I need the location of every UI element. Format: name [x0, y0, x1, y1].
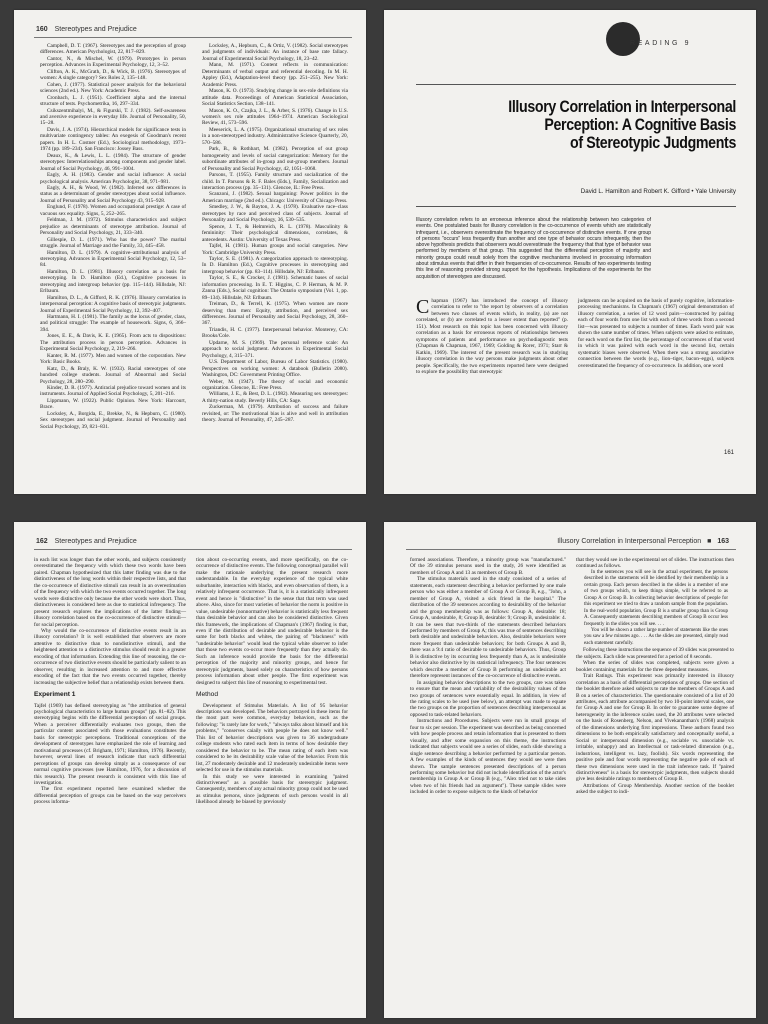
reference-entry: Hamilton, D. L. (1981). Illusory correlation as a basis for stereotyping. In D. Hamilton (Ed.), Cognitive processes in stereotyping and intergroup behavior (pp. 115–144). Hillsdale, NJ: Erlbaum. [40, 268, 186, 295]
reference-entry: Updarne, M. S. (1969). The personal reference scale: An approach to social judgment. Advances in Experimental Social Psychology, 4, 315–371. [202, 339, 348, 359]
reference-entry: Park, B., & Rothbart, M. (1982). Perception of out group homogeneity and levels of social categorization: Memory for the subordinate attributes of in-group and out-group members. Journal of Personality and Social Psychology, 42, 1051–1068. [202, 146, 348, 172]
reference-entry: Hartmann, H. I. (1981). The family as the locus of gender, class, and political struggle: The example of housework. Signs, 6, 366–394. [40, 314, 186, 333]
reference-entry: Triandis, H. C. (1977). Interpersonal behavior. Monterey, CA: Brooks/Cole. [202, 326, 348, 340]
body-paragraph: in each list was longer than the other words, and subjects consistently overestimated the frequency with which these two words have been paired. Chapman hypothesized that this latter finding was due to the distinctiveness of the long words within their respective lists, and that the co-occurrence of distinctive stimuli can result in an overestimation of the frequency with which the two events occurred together. The long words were distinctive only because the other words were short. Thus, distinctiveness is considered here as due to statistical infrequency. The present research explores the implications of the latter finding—illusory correlation based on the co-occurrence of distinctive stimuli—for social perception. [34, 557, 186, 628]
reference-entry: Spence, J. T., & Helmreich, R. L. (1978). Masculinity & femininity: Their psychological dimensions, correlates, & antecedents. Austin: University of Texas Press. [202, 223, 348, 243]
body-paragraph: The stimulus materials used in the study consisted of a series of statements, each statement describing a behavior performed by one male person who was either a member of Group A or Group B, e.g., "John, a member of Group A, visited a sick friend in the hospital." The distribution of the 39 sentences according to desirability of the behavior and the group membership was as follows: Group A, desirable: 18; Group A, undesirable, 8; Group B, desirable: 9; Group B, undesirable: 4. It can be seen that two-thirds of the statements described behaviors performed by members of Group A; this was true of sentences describing both desirable and undesirable behaviors. Also, desirable behaviors were more frequent than undesirable behaviors; for both Groups A and B, there was a 9:4 ratio of desirable to undesirable behaviors. Thus, Group B is distinctive by its occurring less frequently than A, as is undesirable behavior also distinctive by its statistical infrequency. The four sentences which describe a member of Group B performing an undesirable act therefore represent instances of the co-occurrence of distinctive events. [410, 576, 566, 680]
reference-entry: Cantor, N., & Mischel, W. (1979). Prototypes in person perception. Advances in Experimental Psychology, 12, 3–52. [40, 55, 186, 69]
reference-entry: Hamilton, D. L. (1979). A cognitive–attributional analysis of stereotyping. Advances in Experimental Social Psychology, 12, 53–84. [40, 249, 186, 269]
body-paragraph: Development of Stimulus Materials. A list of 95 behavior descriptions was developed. The behaviors portrayed in these items for the most part were common, everyday behaviors, such as the following: "is rarely late for work," "always talks about himself and his problems," "conserves caiaily with people he does not know well." This list of behavior descriptions was given to 36 undergraduate college students who rated each item in terms of how desirable they considered the behavior to be. The mean rating of each item was considered to be its desirability scale value of the behavior. From this list, 27 moderately desirable and 12 moderately undesirable items were selected for use in the stimulus materials. [196, 702, 348, 774]
dropcap: C [416, 296, 430, 318]
body-paragraph: Tajfel (1969) has defined stereotyping as "the attribution of general psychological characteristics to large human groups" (pp. 81–82). This stereotyping begins with the differential perception of social groups. When a perceiver differentially evaluates two groups, then the particular content associated with those evaluations constitutes the basis for stereotypic perceptions. Traditional conceptions of the development of stereotypes have emphasized the role of learning and motivational processes (cf. Brigham, 1971; Hamilton, 1976). Recently, however, several lines of research indicate that such differential perceptions of groups can develop simply as a consequence of our normal cognitive processes (see Hamilton, 1976, for a discussion of this research). The present research is consistent with this line of investigation. [34, 702, 186, 786]
reference-entry: Eagly, A. H. (1983). Gender and social influence: A social psychological analysis. American Psychologist, 38, 971–981. [40, 172, 186, 185]
body-paragraph: Attributions of Group Membership. Another section of the booklet asked the subject to indi- [576, 782, 734, 796]
body-paragraph: Trait Ratings. This experiment was primarily interested in illusory correlation as a basis of differential perceptions of groups. One section of the booklet therefore asked subjects to rate the members of Groups A and B on a series of characteristics. The questionnaire consisted of a list of 20 attributes, each attribute accompanied by two 10-point interval scales, one for Group A and one for Group B. In order to guarantee some degree of heterogeneity in the inference scales used, the 20 attributes were selected on the basis of Rosenberg, Nelson, and Vivekananthan's (1968) analysis of the dimensions underlying first impressions. These authors found two dimensions to be both empirically satisfactory and conceptually useful, a Social or interpersonal dimension (e.g., sociable vs. unsociable vs. irritable, unhappy) and an Intellectual or task-related dimension (e.g., industrious, intelligent vs. lazy, foolish). Six words representing the positive pole and four words representing the negative pole of each of these two dimensions were used in the trait inference task. If "paired distinctiveness" is a basis for stereotypic judgments, then subjects should give less desirable ratings to members of Group B. [576, 673, 734, 783]
reference-entry: Taylor, S. E. (1981). A categorization approach to stereotyping. In D. Hamilton (Ed.), Cognitive processes in stereotyping and intergroup behavior (pp. 83–114). Hillsdale, NJ: Erlbaum. [202, 255, 348, 275]
reference-entry: Tajfel, H. (1981). Human groups and social categories. New York: Cambridge University Press. [202, 243, 348, 256]
page-161 [384, 10, 756, 494]
reference-entry: Lippmann, W. (1922). Public Opinion. New York: Harcourt, Brace. [40, 397, 186, 411]
reading-badge [606, 22, 640, 56]
reference-entry: Eagly, A. H., & Wood, W. (1982). Inferred sex differences in status as a determinant of gender stereotypes about social influence. Journal of Personality and Social Psychology 43, 915–928. [40, 184, 186, 204]
reading-label: READING 9 [630, 40, 692, 47]
title-line: Perception: A Cognitive Basis [544, 116, 736, 134]
reference-entry: Mason, K. O. (1973). Studying change in sex-role definitions via attitude data. Proceedings of American Statistical Association, Social Statistics Section, 138–141. [202, 88, 348, 108]
body-paragraph: that they would see in the experimental set of slides. The instructions then continued as follows. [576, 557, 734, 570]
header-rule [406, 549, 736, 550]
title-line: Illusory Correlation in Interpersonal [508, 98, 736, 116]
reference-entry: Smedley, J. W., & Bayton, J. A. (1978). Evaluative race–class stereotypes by race and perceived class of subjects. Journal of Personality and Social Psychology, 36, 530–535. [202, 204, 348, 224]
body-column-left [416, 298, 568, 375]
reference-entry: Gillespie, D. L. (1971). Who has the power? The marital struggle. Journal of Marriage and the Family, 33, 445–458. [40, 236, 186, 250]
title-rule [416, 206, 736, 207]
reference-entry: Katz, D., & Braly, K. W. (1933). Racial stereotypes of one hundred college students. Journal of Abnormal and Social Psychology, 28, 280–290. [40, 365, 186, 385]
body-paragraph: formed associations. Therefore, a minority group was "manufactured." Of the 39 stimulus persons used in the study, 26 were identified as members of Group A and 13 as members of Group B. [410, 557, 566, 576]
reference-entry: Meeserick, L. A. (1975). Organizational structuring of sex roles in a non-stereotyped industry. Administrative Science Quarterly, 20, 570–586. [202, 126, 348, 146]
quote-paragraph: You will be shown a rather large number of statements like the ones you saw a few minutes ago. . . . As the slides are presented, simply read each statement carefully. [584, 627, 728, 646]
page-number: 160 [36, 26, 48, 33]
running-head-text: Stereotypes and Prejudice [54, 26, 137, 33]
reference-entry: Davis, J. A. (1974). Hierarchical models for significance tests in multivariate contingency tables: An exegesis of Goodman's recent papers. In H. L. Costner (Ed.), Sociological methodology, 1973–1974 (pp. 189–234). San Francisco: Jossey Bass. [40, 126, 186, 153]
body-paragraph: In this study we were interested in examining "paired distinctiveness" as a possible basis for stereotypic judgment. Consequently, members of any actual minority group could not be used as stimulus persons, since judgments of such persons would in all likelihood already be biased by previously [196, 773, 348, 806]
reference-entry: Locksley, A., Borgida, E., Brekke, N., & Hepburn, C. (1980). Sex stereotypes and social judgment. Journal of Personality and Social Psychology, 39, 821–831. [40, 410, 186, 430]
reference-entry: Kanter, R. M. (1977). Men and women of the corporation. New York: Basic Books. [40, 352, 186, 366]
running-head: Illusory Correlation in Interpersonal Perception ■ 163 [557, 538, 729, 545]
body-paragraph: When the series of slides was completed, subjects were given a booklet containing materials for the three dependent measures. [576, 660, 734, 673]
page-162 [14, 522, 366, 1018]
intro-paragraph [416, 298, 568, 375]
body-column-right [196, 557, 348, 806]
running-head [36, 26, 137, 33]
body-paragraph: judgments can be acquired on the basis of purely cognitive, information-processing mechanisms. In Chapman's (1967) original demonstration of illusory correlation, a series of 12 word pairs—constructed by pairing each of four words from one list with each of three words from a second list—was presented to subjects a number of times. Each word pair was shown the same number of times. When subjects were asked to estimate, for each word on the first list, the percentage of occurrences of that word in which it was paired with each word in the second list, certain systematic biases were observed. When there was a strong associative connection between the words (e.g., lion–tiger, bacon–eggs), subjects overestimated the frequency of co-occurrence. In addition, one word [578, 298, 734, 369]
page-number: 162 [36, 538, 48, 545]
page-number: 161 [723, 450, 734, 456]
reference-entry: Campbell, D. T. (1967). Stereotypes and the perception of group differences. American Psychologist, 22, 817–829. [40, 43, 186, 56]
quote-paragraph: In the sentences you will see in the actual experiment, the persons described in the statements will be identified by their membership in a certain group. Each person described in the slides is a member of one of two groups which, to keep things simple, will be referred to as Group A or Group B. In collecting behavior descriptions of people for this experiment we tried to draw a random sample from the population. In the real-world population, Group B is a smaller group than is Group A. Consequently statements describing members of Group B occur less frequently in the slides you will see. . . . [584, 569, 728, 627]
body-paragraph: In assigning behavior descriptions to the two groups, care was taken to ensure that the mean and variability of the desirability values of the two groups of sentences were essentially equal. In addition, in view of the rating scales to be used (see below), an attempt was made to equate the two groups on the proportion of sentences describing interpersonal as opposed to task-related behaviors. [410, 679, 566, 718]
reference-entry: Parsons, T. (1955). Family structure and socialization of the child. In T. Parsons & R. F. Bales (Eds.), Family, Socialization and interaction process (pp. 35–131). Glencoe, IL: Free Press. [202, 172, 348, 191]
title-line: of Stereotypic Judgments [569, 134, 736, 152]
section-heading: Method [196, 691, 218, 699]
body-paragraph: Why would the co-occurrence of distinctive events result in an illusory correlation? It is well established that observers are more attentive to distinctive than to nondistinctive stimuli, and the heightened attention to a distinctive stimulus should result in a greater encoding of that information. Extending this line of reasoning, the co-occurrence of two distinctive events should be particularly salient to an observer, resulting in increased attention to and more effective encoding of the fact that the two events occurred together, thereby increasing the subjective belief that a relationship exists between them. [34, 627, 186, 686]
header-rule [34, 37, 352, 38]
article-title [433, 98, 736, 152]
page-160 [14, 10, 366, 494]
reference-entry: Williams, J. E., & Best, D. L. (1982). Measuring sex stereotypes: A thirty-nation study. Beverly Hills, CA: Sage. [202, 391, 348, 404]
body-column-right [578, 298, 734, 369]
reference-entry: Englund, F. (1978). Women and occupational prestige: A case of vacuous sex equality. Signs, 5, 252–265. [40, 204, 186, 217]
body-paragraph: Instructions and Procedures. Subjects were run in small groups of four to six per session. The experiment was described as being concerned with how people process and retain information that is presented to them visually, and after some expansion on this theme, the instructions indicated that subjects would see a series of slides, each slide showing a single sentence describing a behavior performed by a particular person. A few examples of the kinds of sentences they would see were then shown. The sample sentences presented descriptions of a person performing some behavior but did not include identification of the actor's membership in Group A or Group B (e.g., "Alex tried not to take sides when two of his friends had an argument"). These sample slides were included in order to expose subjects to the kinds of behavior [410, 718, 566, 796]
running-head-text: Stereotypes and Prejudice [54, 538, 137, 545]
reference-entry: Csikszentmihalyi, M., & Figurski, T. J. (1982). Self-awareness and aversive experience in everyday life. Journal of Personality, 50, 15–28. [40, 107, 186, 127]
reference-entry: Locksley, A., Hepburn, C., & Ortiz, V. (1982). Social stereotypes and judgments of individuals: An instance of base rate fallacy. Journal of Experimental Social Psychology, 18, 23–42. [202, 43, 348, 62]
body-paragraph: The first experiment reported here examined whether the differential perception of groups can be based on the way perceivers process informa- [34, 786, 186, 806]
body-column-left [410, 557, 566, 796]
reference-entry: Deaux, K., & Lewis, L. L. (1984). The structure of gender stereotypes: Interrelationships among components and gender label. Journal of Social Psychology, 46, 991–1004. [40, 152, 186, 172]
page-number: 163 [717, 538, 729, 545]
reference-entry: Treiman, D., & Terrell, K. (1975). When women are more deserving than men: Equity, attribution, and perceived sex differences. Journal of Personality and Social Psychology, 28, 360–367. [202, 301, 348, 327]
reference-entry: Hamilton, D. L., & Gifford, R. K. (1976). Illusory correlation in interpersonal perception: A cognitive basis of stereotypic judgments. Journal of Experimental Social Psychology, 12, 392–407. [40, 294, 186, 314]
reference-entry: Kinder, D. R. (1977). Antiracial prejudice toward women and its instruments. Journal of Applied Social Psychology, 5, 201–216. [40, 385, 186, 398]
reference-entry: Weber, M. (1947). The theory of social and economic organization. Glencoe, IL: Free Press. [202, 378, 348, 392]
reference-entry: Feldman, J. M. (1972). Stimulus characteristics and subject prejudice as determinants of stereotype attribution. Journal of Personality and Social Psychology, 21, 333–340. [40, 217, 186, 237]
reference-entry: Jones, E. E., & Davis, K. E. (1965). From acts to dispositions: The attribution process in person perception. Advances in Experimental Social Psychology, 2, 219–266. [40, 333, 186, 353]
authors: David L. Hamilton and Robert K. Gifford • Yale University [580, 188, 736, 195]
body-column-left [34, 557, 186, 806]
body-paragraph: Following these instructions the sequence of 39 slides was presented to the subjects. Each slide was presented for a period of 8 seconds. [576, 647, 734, 660]
page-163 [384, 522, 756, 1018]
header-rule [34, 549, 352, 550]
reference-entry: Clifton, A. K., McGrath, D., & Wick, B. (1976). Stereotypes of women: A single category? Sex Roles 2, 135–148. [40, 68, 186, 82]
running-head [36, 538, 137, 545]
title-rule [416, 84, 736, 85]
references-column-left [34, 43, 186, 430]
reference-entry: Scanzoni, J. (1982). Sexual bargaining: Power politics in the American marriage (2nd ed.). Chicago: University of Chicago Press. [202, 191, 348, 204]
reference-entry: Zuckerman, M. (1979). Attribution of success and failure revisited, or: The motivational bias is alive and well in attribution theory. Journal of Personality, 47, 245–287. [202, 404, 348, 424]
intro-text: hapman (1967) has introduced the concept of illusory correlation to refer to "the report by observers of a correlation between two classes of events which, in reality, (a) are not correlated, or (b) are correlated to a lesser extent than reported" (p. 151). Most research on this topic has been concerned with illusory correlation as a basis for erroneous reports of relationships between symptoms of patients and performance on psychodiagnostic tests (Chapman & Chapman, 1967, 1969; Golding & Rorer, 1971; Starr & Katkin, 1969). The interest of the present research was in studying illusory correlation in the way persons make judgments about other people. Specifically, the two experiments reported here were designed to explore the possibility that stereotypic [416, 298, 568, 375]
reference-entry: Mason, K. O., Czajka, J. L., & Arber, S. (1976). Change in U.S. women's sex role attitudes 1964–1974. American Sociological Review, 41, 573–596. [202, 107, 348, 127]
section-heading: Experiment 1 [34, 691, 76, 699]
reference-entry: U.S. Department of Labor, Bureau of Labor Statistics. (1980). Perspectives on working women: A databook (Bulletin 2080). Washington, DC: Government Printing Office. [202, 359, 348, 379]
abstract: Illusory correlation refers to an erroneous inference about the relationship between two categories of events. One postulated basis for illusory correlation is the co-occurrence of events which are statistically infrequent, i.e., observers overestimate the frequency of co-occurrence of distinctive events. If one group of persons "occurs" less frequently than another and one type of behavior occurs infrequently, then the above hypothesis predicts that observers would overestimate the frequency that that type of behavior was performed by members of that group. This suggested that the differential perception of majority and minority groups could result solely from the cognitive mechanisms involved in processing information about stimulus events that differ in their frequencies of co-occurrence. Results of two experiments testing this line of reasoning provided strong support for the hypothesis. Implications of the experiments for the acquisition of stereotypes are discussed. [416, 217, 651, 280]
body-column-right [576, 557, 734, 796]
references-column-right [196, 43, 348, 424]
reference-entry: Mann, M. (1971). Content reflects in communication: Determinants of verbal output and referential decoding. In M. H. Appley (Ed.), Adaptation-level theory (pp. 251–255). New York: Academic Press. [202, 62, 348, 88]
reference-entry: Cronbach, L. J. (1951). Coefficient alpha and the internal structure of tests. Psychometrika, 16, 297–334. [40, 94, 186, 108]
reference-entry: Cohen, J. (1977). Statistical power analysis for the behavioral sciences (2nd ed.). New York: Academic Press. [40, 81, 186, 95]
body-paragraph: tion about co-occurring events, and more specifically, on the co-occurrence of distinctive events. The following conceptual parallel will make the rationale underlying the present research more understandable. In the everyday experience of the typical white suburbanite, interaction with blacks, and even observation of them, is a relatively infrequent occurrence. That is, it is a statistically infrequent event and hence is "distinctive" in the sense that that term was used above. Also, since for most varieties of behavior the norm is positive in value, undesirable (nonnormative) behavior is statistically less frequent than desirable behavior and can also be considered distinctive. Given this framework, the implications of Chapman's (1967) finding is that, even if the distribution of desirable and undesirable behavior is the same for both blacks and whites, the pairing of "blackness" with "undesirable behavior" would lead the typical white observer to infer that those two events co-occur more frequently than they actually do. Such an inference would provide the basis for the differential perception of the majority and minority groups, and hence for stereotypic judgments, based solely on characteristics of how persons process information about other people. The first experiment was designed to subject this line of reasoning to experimental test. [196, 557, 348, 686]
reference-entry: Taylor, S. E., & Crocker, J. (1981). Schematic bases of social information processing. In E. T. Higgins, C. P. Herman, & M. P. Zanna (Eds.), Social cognition: The Ontario symposium (Vol. 1, pp. 89–134). Hillsdale, NJ: Erlbaum. [202, 275, 348, 301]
running-head-text: Illusory Correlation in Interpersonal Perception [557, 538, 702, 545]
